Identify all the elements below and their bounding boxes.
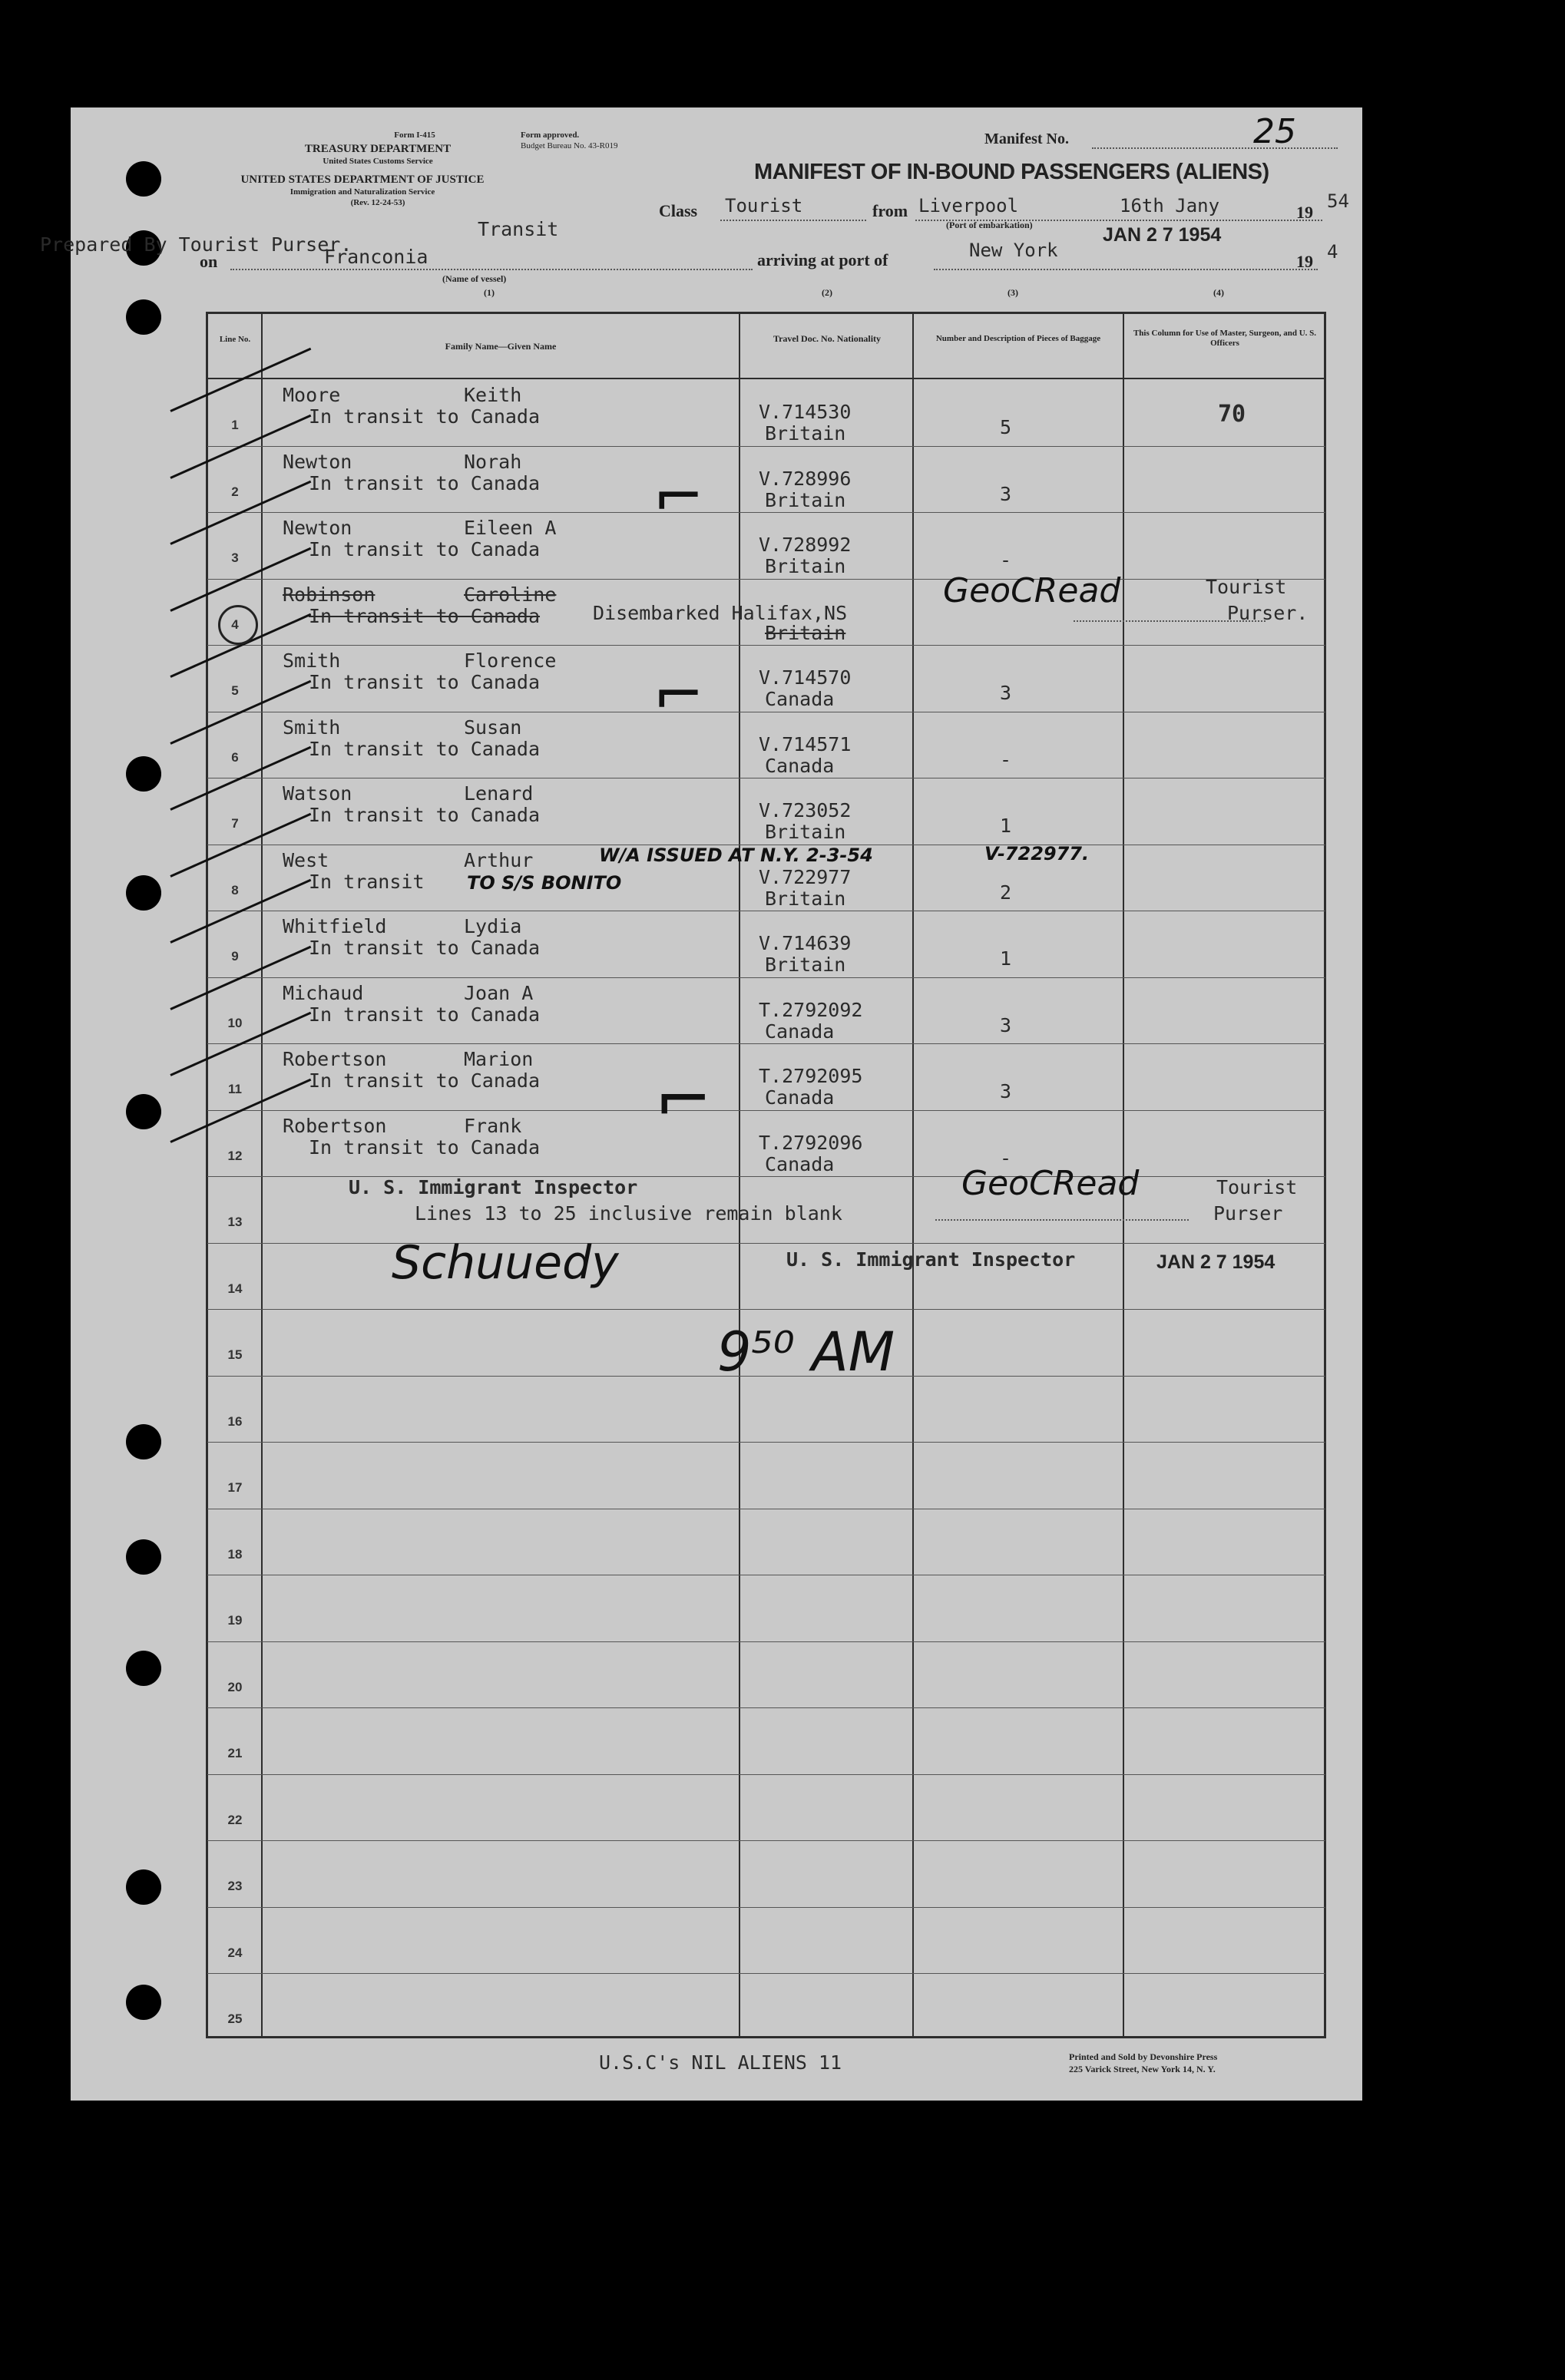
check-mark: ⌐ bbox=[654, 1059, 713, 1140]
line-number: 6 bbox=[231, 749, 239, 765]
row-divider bbox=[207, 1442, 1325, 1443]
line-number: 23 bbox=[227, 1879, 243, 1893]
passenger-transit: In transit to Canada bbox=[309, 671, 541, 693]
header-officers: This Column for Use of Master, Surgeon, and U. S. Officers bbox=[1133, 329, 1317, 348]
ins-service: Immigration and Naturalization Service bbox=[290, 187, 435, 197]
west-warrant-note: W/A ISSUED AT N.Y. 2-3-54 bbox=[599, 845, 873, 866]
travel-doc-number: V.723052 bbox=[759, 799, 852, 821]
row-divider bbox=[207, 1110, 1325, 1111]
line-number: 18 bbox=[227, 1546, 243, 1562]
nationality: Britain bbox=[765, 621, 846, 644]
passenger-transit: In transit to Canada bbox=[309, 405, 541, 428]
passenger-given-name: Frank bbox=[464, 1114, 522, 1137]
line-number: 8 bbox=[231, 882, 239, 897]
line-number: 20 bbox=[227, 1679, 243, 1694]
column-number-4: (4) bbox=[1213, 287, 1224, 298]
inspector-date-stamp: JAN 2 7 1954 bbox=[1156, 1251, 1275, 1273]
passenger-transit: In transit bbox=[309, 870, 425, 893]
form-approved: Form approved. bbox=[521, 131, 580, 140]
baggage-count: - bbox=[1000, 549, 1012, 571]
punch-hole bbox=[126, 875, 161, 911]
check-mark: ⌐ bbox=[653, 659, 705, 730]
row-divider bbox=[207, 1907, 1325, 1908]
line-number: 14 bbox=[227, 1281, 243, 1296]
punch-hole bbox=[126, 1869, 161, 1905]
line-number: 21 bbox=[227, 1746, 243, 1760]
from-date: 16th Jany bbox=[1120, 195, 1220, 217]
nationality: Canada bbox=[765, 1086, 835, 1109]
passenger-family-name: Michaud bbox=[283, 981, 364, 1004]
line-number: 11 bbox=[228, 1082, 242, 1096]
treasury-dept: TREASURY DEPARTMENT bbox=[304, 143, 452, 155]
row-divider bbox=[207, 446, 1325, 447]
row-divider bbox=[207, 1641, 1325, 1642]
manifest-page bbox=[40, 107, 1362, 2101]
line-number: 16 bbox=[227, 1413, 243, 1429]
line-number: 5 bbox=[231, 683, 239, 698]
passenger-given-name: Susan bbox=[464, 716, 522, 739]
baggage-count: 1 bbox=[1000, 947, 1012, 970]
passenger-transit: In transit to Canada bbox=[309, 937, 541, 959]
passenger-given-name: Keith bbox=[464, 384, 522, 406]
row-divider bbox=[207, 977, 1325, 978]
row-divider bbox=[207, 1707, 1325, 1708]
line-number: 25 bbox=[227, 2011, 243, 2026]
arriving-line bbox=[934, 269, 1318, 270]
passenger-given-name: Joan A bbox=[464, 981, 534, 1004]
punch-hole bbox=[126, 1539, 161, 1575]
inspector-signature: Schuuedy bbox=[392, 1236, 619, 1290]
passenger-family-name: Whitfield bbox=[283, 915, 387, 937]
immigrant-inspector-2: U. S. Immigrant Inspector bbox=[786, 1248, 1076, 1271]
travel-doc-number: T.2792095 bbox=[759, 1065, 863, 1087]
purser-label-1: Purser. bbox=[1227, 602, 1309, 624]
passenger-family-name: Smith bbox=[283, 650, 341, 672]
travel-doc-number: V.728992 bbox=[759, 534, 852, 556]
travel-doc-number: V.728996 bbox=[759, 467, 852, 490]
passenger-given-name: Caroline bbox=[464, 583, 557, 606]
line-number: 3 bbox=[231, 550, 239, 565]
vessel-line bbox=[230, 269, 753, 270]
row-divider bbox=[207, 1840, 1325, 1841]
immigrant-inspector-1: U. S. Immigrant Inspector bbox=[349, 1176, 638, 1198]
on-label: on bbox=[200, 252, 218, 271]
arriving-port: New York bbox=[969, 240, 1058, 261]
nationality: Britain bbox=[765, 488, 846, 511]
nil-aliens-note: U.S.C's NIL ALIENS 11 bbox=[599, 2051, 842, 2074]
nationality: Canada bbox=[765, 1152, 835, 1175]
punch-hole bbox=[126, 1985, 161, 2020]
line-number: 12 bbox=[227, 1148, 243, 1163]
row-divider bbox=[207, 1973, 1325, 1974]
baggage-count: 3 bbox=[1000, 1080, 1012, 1102]
west-bonito-note: TO S/S BONITO bbox=[467, 872, 622, 894]
header-travel-doc: Travel Doc. No. Nationality bbox=[773, 333, 882, 344]
line-number: 10 bbox=[227, 1015, 243, 1030]
passenger-family-name: Newton bbox=[283, 517, 352, 539]
line-number: 13 bbox=[227, 1215, 243, 1229]
column-number-2: (2) bbox=[822, 287, 832, 298]
passenger-given-name: Florence bbox=[464, 650, 557, 672]
nationality: Britain bbox=[765, 887, 846, 910]
west-warrant-doc: V-722977. bbox=[984, 843, 1090, 864]
manifest-no-line bbox=[1092, 147, 1338, 149]
passenger-transit: In transit to Canada bbox=[309, 1135, 541, 1159]
class-label: Class bbox=[659, 201, 698, 220]
header-baggage: Number and Description of Pieces of Baggage bbox=[935, 334, 1101, 343]
class-line bbox=[720, 220, 866, 221]
prepared-by: Prepared By Tourist Purser. bbox=[40, 233, 352, 256]
travel-doc-number: V.714571 bbox=[759, 732, 852, 755]
baggage-count: 1 bbox=[1000, 815, 1012, 837]
line-number: 15 bbox=[227, 1347, 243, 1362]
form-revision: (Rev. 12-24-53) bbox=[350, 198, 405, 207]
row-divider bbox=[207, 1043, 1325, 1044]
embarkation-note: (Port of embarkation) bbox=[946, 220, 1033, 230]
from-year-prefix: 19 bbox=[1296, 203, 1313, 222]
tourist-label-2: Tourist bbox=[1216, 1176, 1298, 1198]
manifest-no-value: 25 bbox=[1253, 112, 1296, 151]
baggage-count: 3 bbox=[1000, 1013, 1012, 1036]
arriving-label: arriving at port of bbox=[757, 250, 888, 269]
passenger-given-name: Eileen A bbox=[464, 517, 557, 539]
passenger-given-name: Arthur bbox=[464, 848, 534, 871]
purser-signature-1: GeoCRead bbox=[943, 571, 1121, 610]
arrival-year: 4 bbox=[1327, 241, 1338, 263]
punch-hole bbox=[126, 161, 161, 197]
arrival-date-stamp: JAN 2 7 1954 bbox=[1103, 224, 1222, 246]
row-divider bbox=[207, 579, 1325, 580]
travel-doc-number: T.2792096 bbox=[759, 1131, 863, 1154]
header-line-no: Line No. bbox=[219, 335, 251, 344]
punch-hole bbox=[126, 1651, 161, 1686]
nationality: Britain bbox=[765, 821, 846, 843]
check-mark: ⌐ bbox=[653, 461, 705, 532]
passenger-transit: In transit to Canada bbox=[309, 804, 541, 826]
passenger-family-name: Watson bbox=[283, 782, 352, 805]
nationality: Canada bbox=[765, 688, 835, 710]
column-number-3: (3) bbox=[1007, 287, 1018, 298]
form-number: Form I-415 bbox=[394, 131, 435, 140]
travel-doc-number: T.2792092 bbox=[759, 998, 863, 1021]
circled-line-mark bbox=[218, 605, 258, 645]
line-number: 4 bbox=[231, 616, 239, 632]
nationality: Canada bbox=[765, 1020, 835, 1043]
officer-note: 70 bbox=[1218, 401, 1246, 428]
row-divider bbox=[207, 1309, 1325, 1310]
passenger-given-name: Lydia bbox=[464, 915, 522, 937]
row-divider bbox=[207, 1243, 1325, 1244]
nationality: Canada bbox=[765, 754, 835, 777]
baggage-count: 2 bbox=[1000, 881, 1012, 904]
passenger-given-name: Marion bbox=[464, 1048, 534, 1070]
line-number: 19 bbox=[227, 1613, 243, 1628]
line-number: 17 bbox=[227, 1480, 243, 1495]
from-year: 54 bbox=[1327, 190, 1349, 212]
column-number-1: (1) bbox=[484, 287, 495, 298]
passenger-given-name: Norah bbox=[464, 450, 522, 473]
line-number: 24 bbox=[227, 1945, 243, 1960]
travel-doc-number: V.714530 bbox=[759, 401, 852, 423]
baggage-count: 3 bbox=[1000, 482, 1012, 505]
purser-signature-2: GeoCRead bbox=[961, 1164, 1140, 1203]
vessel-name: Franconia bbox=[324, 246, 428, 268]
customs-service: United States Customs Service bbox=[323, 157, 433, 166]
passenger-transit: In transit to Canada bbox=[309, 737, 541, 760]
manifest-title: MANIFEST OF IN-BOUND PASSENGERS (ALIENS) bbox=[754, 160, 1269, 184]
nationality: Britain bbox=[765, 422, 846, 445]
class-value: Tourist bbox=[725, 195, 803, 217]
travel-doc-number: V.714570 bbox=[759, 666, 852, 689]
transit-note: Transit bbox=[478, 218, 559, 240]
row-divider bbox=[207, 645, 1325, 646]
manifest-no-label: Manifest No. bbox=[984, 131, 1069, 147]
arrival-year-prefix: 19 bbox=[1296, 252, 1313, 271]
baggage-count: - bbox=[1000, 1146, 1012, 1169]
travel-doc-number: V.722977 bbox=[759, 865, 852, 888]
passenger-family-name: West bbox=[283, 848, 329, 871]
baggage-count: - bbox=[1000, 748, 1012, 771]
passenger-family-name: Robertson bbox=[283, 1048, 387, 1070]
baggage-count: 5 bbox=[1000, 416, 1012, 438]
from-port: Liverpool bbox=[918, 195, 1019, 217]
punch-hole bbox=[126, 299, 161, 335]
line-number: 2 bbox=[231, 484, 239, 499]
disembarked-note: Disembarked Halifax,NS bbox=[593, 602, 848, 624]
purser-label-2: Purser bbox=[1213, 1202, 1283, 1225]
passenger-transit: In transit to Canada bbox=[309, 538, 541, 560]
line-number: 7 bbox=[231, 816, 239, 831]
line-number: 22 bbox=[227, 1812, 243, 1827]
purser-line-2 bbox=[935, 1219, 1189, 1221]
budget-bureau: Budget Bureau No. 43-R019 bbox=[521, 141, 618, 150]
baggage-count: 3 bbox=[1000, 682, 1012, 704]
travel-doc-number: V.714639 bbox=[759, 932, 852, 954]
passenger-family-name: Newton bbox=[283, 450, 352, 473]
header-name: Family Name—Given Name bbox=[445, 341, 557, 352]
line-number: 9 bbox=[231, 949, 239, 964]
passenger-given-name: Lenard bbox=[464, 782, 534, 805]
tourist-label-1: Tourist bbox=[1206, 576, 1287, 598]
from-label: from bbox=[872, 201, 908, 220]
passenger-family-name: Robertson bbox=[283, 1114, 387, 1137]
justice-dept: UNITED STATES DEPARTMENT OF JUSTICE bbox=[240, 174, 485, 186]
passenger-family-name: Moore bbox=[283, 384, 341, 406]
nationality: Britain bbox=[765, 954, 846, 976]
punch-hole bbox=[126, 1424, 161, 1459]
row-divider bbox=[207, 512, 1325, 513]
lines-blank-note: Lines 13 to 25 inclusive remain blank bbox=[415, 1202, 842, 1225]
vessel-note: (Name of vessel) bbox=[442, 273, 507, 284]
punch-hole bbox=[126, 756, 161, 792]
passenger-transit: In transit to Canada bbox=[309, 471, 541, 494]
passenger-transit: In transit to Canada bbox=[309, 604, 541, 627]
passenger-family-name: Robinson bbox=[283, 583, 376, 606]
punch-hole bbox=[126, 1094, 161, 1129]
passenger-transit: In transit to Canada bbox=[309, 1003, 541, 1026]
passenger-family-name: Smith bbox=[283, 716, 341, 739]
handwritten-time: 9⁵⁰ AM bbox=[717, 1321, 895, 1383]
row-divider bbox=[207, 1774, 1325, 1775]
printer-line-2: 225 Varick Street, New York 14, N. Y. bbox=[1069, 2064, 1216, 2074]
nationality: Britain bbox=[765, 555, 846, 577]
printer-line-1: Printed and Sold by Devonshire Press bbox=[1069, 2051, 1218, 2062]
passenger-transit: In transit to Canada bbox=[309, 1069, 541, 1092]
line-number: 1 bbox=[231, 418, 239, 432]
